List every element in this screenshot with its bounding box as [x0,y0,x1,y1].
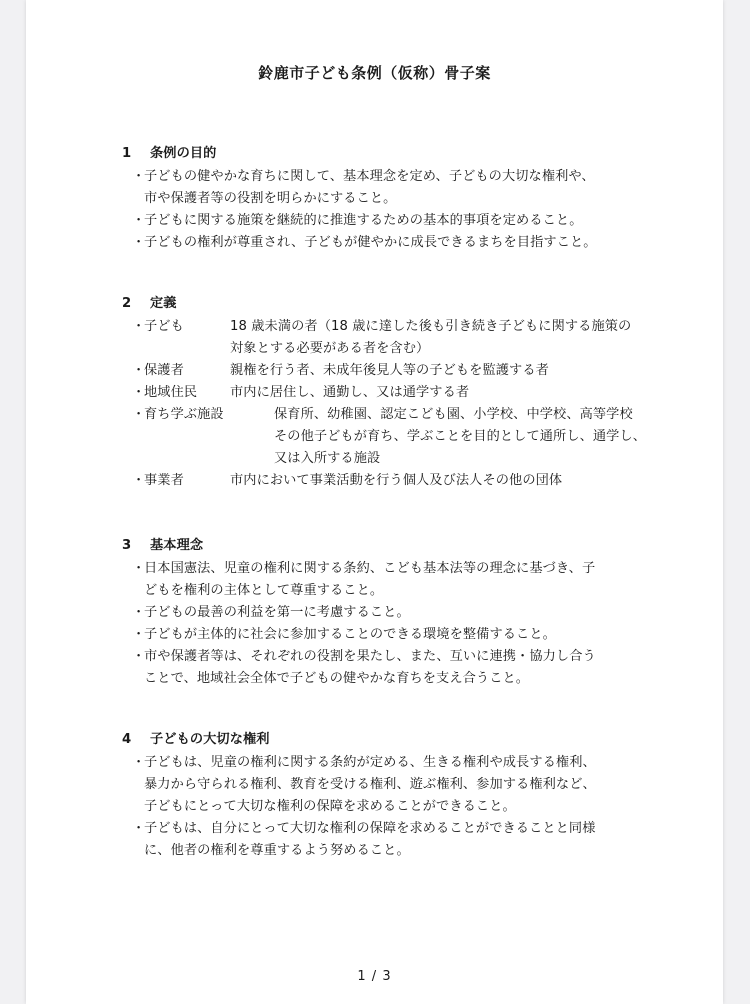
definition-line: その他子どもが育ち、学ぶことを目的として通所し、通学し、 [274,429,647,444]
item-line: 子どもの最善の利益を第一に考慮すること。 [144,605,410,620]
page-number: 1 / 3 [357,969,392,984]
list-item [122,624,682,646]
section-number: 4 [122,732,132,747]
item-line: 子どもの健やかな育ちに関して、基本理念を定め、子どもの大切な権利や、 [144,169,595,184]
definition-term: 保護者 [144,363,184,378]
section-number: 1 [122,146,132,161]
item-line: 子どもが主体的に社会に参加することのできる環境を整備すること。 [144,627,556,642]
list-item [122,602,682,624]
document-page [26,0,723,1004]
item-line: どもを権利の主体として尊重すること。 [144,583,384,598]
list-item [122,210,682,232]
bullet: ・ [132,605,146,620]
bullet: ・ [132,235,146,250]
section-definitions [122,292,682,492]
section-number: 2 [122,296,132,311]
item-line: 子どもにとって大切な権利の保障を求めることができること。 [144,799,516,814]
item-line: 暴力から守られる権利、教育を受ける権利、遊ぶ権利、参加する権利など、 [144,777,596,792]
definition-line: 又は入所する施設 [274,451,381,466]
bullet: ・ [132,649,146,664]
bullet: ・ [132,755,146,770]
definition-guardian [122,360,682,382]
bullet: ・ [132,363,146,378]
list-item [122,646,682,690]
bullet: ・ [132,213,146,228]
list-item [122,166,682,210]
section-title: 定義 [150,296,177,311]
section-heading [122,292,682,316]
item-line: 日本国憲法、児童の権利に関する条約、こども基本法等の理念に基づき、子 [144,561,596,576]
item-line: ことで、地域社会全体で子どもの健やかな育ちを支え合うこと。 [144,671,530,686]
bullet: ・ [132,561,146,576]
section-heading [122,534,682,558]
item-line: 市や保護者等の役割を明らかにすること。 [144,191,397,206]
section-title: 条例の目的 [150,146,217,161]
section-heading [122,728,682,752]
bullet: ・ [132,169,146,184]
list-item [122,752,682,818]
section-purpose [122,142,682,254]
definition-line: 対象とする必要がある者を含む） [230,341,430,356]
definition-line: 市内に居住し、通勤し、又は通学する者 [230,385,470,400]
section-heading [122,142,682,166]
item-line: 子どもは、自分にとって大切な権利の保障を求めることができることと同様 [144,821,596,836]
definition-business [122,470,682,492]
definition-resident [122,382,682,404]
document-title: 鈴鹿市子ども条例（仮称）骨子案 [258,64,491,82]
section-principles [122,534,682,690]
item-line: 子どもの権利が尊重され、子どもが健やかに成長できるまちを目指すこと。 [144,235,597,250]
definition-line: 保育所、幼稚園、認定こども園、小学校、中学校、高等学校 [274,407,633,422]
list-item [122,818,682,862]
definition-child [122,316,682,360]
bullet: ・ [132,473,146,488]
item-line: 子どもは、児童の権利に関する条約が定める、生きる権利や成長する権利、 [144,755,596,770]
item-line: に、他者の権利を尊重するよう努めること。 [144,843,410,858]
definition-term: 事業者 [144,473,184,488]
item-line: 子どもに関する施策を継続的に推進するための基本的事項を定めること。 [144,213,583,228]
definition-facility [122,404,682,470]
section-title: 基本理念 [150,538,204,553]
list-item [122,558,682,602]
definition-term: 育ち学ぶ施設 [144,407,224,422]
list-item [122,232,682,254]
definition-line: 18 歳未満の者（18 歳に達した後も引き続き子どもに関する施策の [230,319,632,334]
item-line: 市や保護者等は、それぞれの役割を果たし、また、互いに連携・協力し合う [144,649,596,664]
section-rights [122,728,682,862]
section-title: 子どもの大切な権利 [150,732,270,747]
definition-line: 親権を行う者、未成年後見人等の子どもを監護する者 [230,363,549,378]
bullet: ・ [132,407,146,422]
bullet: ・ [132,821,146,836]
bullet: ・ [132,385,146,400]
definition-term: 地域住民 [144,385,198,400]
bullet: ・ [132,627,146,642]
definition-line: 市内において事業活動を行う個人及び法人その他の団体 [230,473,563,488]
definition-term: 子ども [144,319,184,334]
bullet: ・ [132,319,146,334]
section-number: 3 [122,538,132,553]
